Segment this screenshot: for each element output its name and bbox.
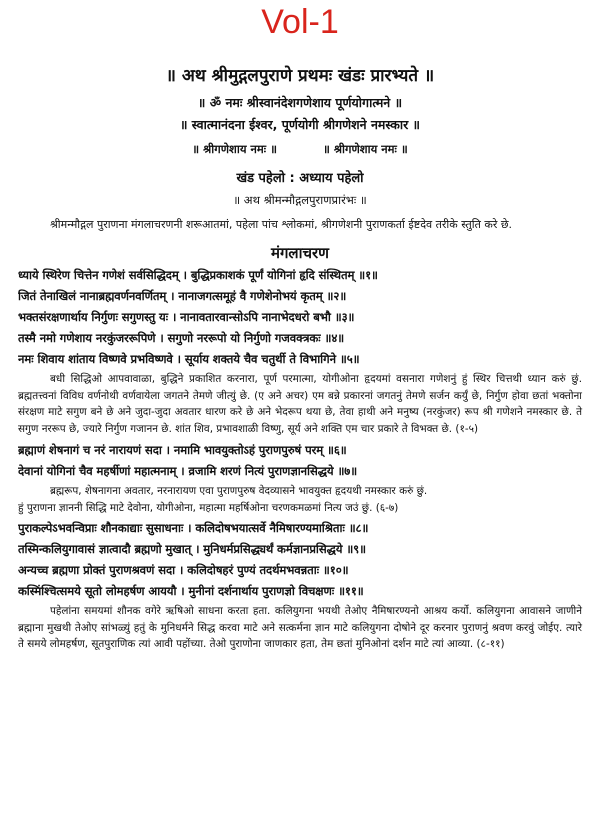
verse-line: अन्यच्च ब्रह्मणा प्रोक्तं पुराणश्रवणं सदा । कलिदोषहरं पुण्यं तदर्थमभवन्नताः ॥१०॥	[18, 563, 349, 577]
verse-line: ब्रह्माणं शेषनागं च नरं नारायणं सदा । नमामि भावयुक्तोऽहं पुराणपुरुषं परम् ॥६॥	[18, 443, 347, 457]
mantra-pair-left: ॥ श्रीगणेशाय नमः ॥	[192, 142, 277, 156]
intro-paragraph: श्रीमन्मौद्गल पुराणना मंगलाचरणनी शरूआतमां, पहेला पांच श्लोकमां, श्रीगणेशनी पुराणकर्ता ईष्टदेव तरीके स्तुति करे छे.	[50, 218, 513, 231]
mantra-line-1: ॥ ॐ नमः श्रीस्वानंदेशगणेशाय पूर्णयोगात्मने ॥	[197, 95, 403, 110]
mantra-pair	[18, 138, 582, 160]
verse-line: नमः शिवाय शांताय विष्णवे प्रभविष्णवे । सूर्याय शक्तये चैव चतुर्थी ते विभागिने ॥५॥	[18, 352, 360, 366]
section-title: मंगलाचरण	[271, 244, 329, 262]
commentary-paragraph: ब्रह्मरूप, शेषनागना अवतार, नरनारायण एवा पुराणपुरुष वेदव्यासने भावयुक्त हृदयथी नमस्कार करुं छुं.	[50, 485, 428, 497]
commentary-paragraph: बधी सिद्धिओ आपवावाळा, बुद्धिने प्रकाशित करनारा, पूर्ण परमात्मा, योगीओना हृदयमां वसनारा गणेशनुं हुं स्थिर चित्तथी ध्यान करुं छुं. ब्रह्मतत्त्वनां विविध वर्णनोथी वर्णवायेला जगतने तेमणे जीत्युं छे. (ए अने अचर) एम बन्ने प्रकारनां जगतनुं तेमणे सर्जन कर्युं छे, निर्गुण होवा छतां भक्तोना संरक्षण माटे सगुण बने छे अने जुदा-जुदा अवतार धारण करे छे अने भेदरूप थया छे, तेवा हाथी अने मनुष्य (नरकुंजर) रूप श्री गणेशने नमस्कार छे. ते सगुण नररूप छे, ज्यारे निर्गुण गजानन छे. शांत शिव, प्रभावशाळी विष्णु, सूर्य अने शक्ति एम चार प्रकारे ते विभक्त छे. (१-५)	[18, 373, 582, 435]
verse-line: तस्मिन्कलियुगावासं ज्ञात्वादौ ब्रह्मणो मुखात् । मुनिधर्मप्रसिद्ध्यर्थं कर्मज्ञानप्रसिद्धये ॥९॥	[18, 542, 366, 556]
page-title: ॥ अथ श्रीमुद्गलपुराणे प्रथमः खंडः प्रारभ्यते ॥	[165, 66, 435, 86]
verses-group-3	[18, 518, 582, 602]
verses-group-1	[18, 265, 582, 370]
verse-line: भक्तसंरक्षणार्थाय निर्गुणः सगुणस्तु यः । नानावतारवान्सोऽपि नानाभेदधरो बभौ ॥३॥	[18, 310, 355, 324]
verse-line: तस्मै नमो गणेशाय नरकुंजररूपिणे । सगुणो नररूपो यो निर्गुणो गजवक्त्रकः ॥४॥	[18, 331, 345, 345]
verses-group-2	[18, 440, 582, 482]
commentary-paragraph: हुं पुराणना ज्ञाननी सिद्धि माटे देवोना, योगीओना, महात्मा महर्षिओना चरणकमळमां नित्य जउं छुं. (६-७)	[18, 501, 399, 514]
verse-line: जितं तेनाखिलं नानाब्रह्मवर्णनवर्णितम् । नानाजगत्समूहं वै गणेशेनोभयं कृतम् ॥२॥	[18, 289, 347, 303]
commentary-paragraph: पहेलांना समयमां शौनक वगेरे ऋषिओ साधना करता हता. कलियुगना भयथी तेओए नैमिषारण्यनो आश्रय कर्यो. कलियुगना आवासने जाणीने ब्रह्माना मुखथी तेओए सांभळ्युं हतुं के मुनिधर्मने सिद्ध करवा माटे अने सत्कर्मना ज्ञान माटे कलियुगना दोषोने दूर करनार पुराणनुं श्रवण करवुं जोईए. त्यारे ते समये लोमहर्षण, सूतपुराणिक त्यां आवी पहोंच्या. तेओ पुराणोना जाणकार हता, तेम छतां मुनिओनां दर्शन माटे त्यां आव्या. (८-११)	[18, 605, 582, 650]
mantra-pair-right: ॥ श्रीगणेशाय नमः ॥	[323, 142, 408, 156]
verse-line: कस्मिंश्चित्समये सूतो लोमहर्षण आययौ । मुनीनां दर्शनार्थाय पुराणज्ञो विचक्षणः ॥११॥	[18, 584, 364, 598]
verse-line: ध्याये स्थिरेण चित्तेन गणेशं सर्वसिद्धिदम् । बुद्धिप्रकाशकं पूर्णं योगिनां हृदि संस्थितम् ॥१॥	[18, 268, 378, 282]
khand-heading: खंड पहेलो : अध्याय पहेलो	[236, 171, 364, 186]
verse-line: देवानां योगिनां चैव महर्षीणां महात्मनाम् । व्रजामि शरणं नित्यं पुराणज्ञानसिद्धये ॥७॥	[18, 464, 358, 478]
volume-label: Vol-1	[261, 3, 339, 41]
mantra-line-2: ॥ स्वात्मानंदना ईश्वर, पूर्णयोगी श्रीगणेशने नमस्कार ॥	[179, 117, 421, 132]
verse-line: पुराकल्पेऽभवन्विप्राः शौनकाद्याः सुसाधनाः । कलिदोषभयात्सर्वे नैमिषारण्यमाश्रिताः ॥८॥	[18, 521, 369, 535]
atha-line: ॥ अथ श्रीमन्मौद्गलपुराणप्रारंभः ॥	[233, 193, 367, 207]
